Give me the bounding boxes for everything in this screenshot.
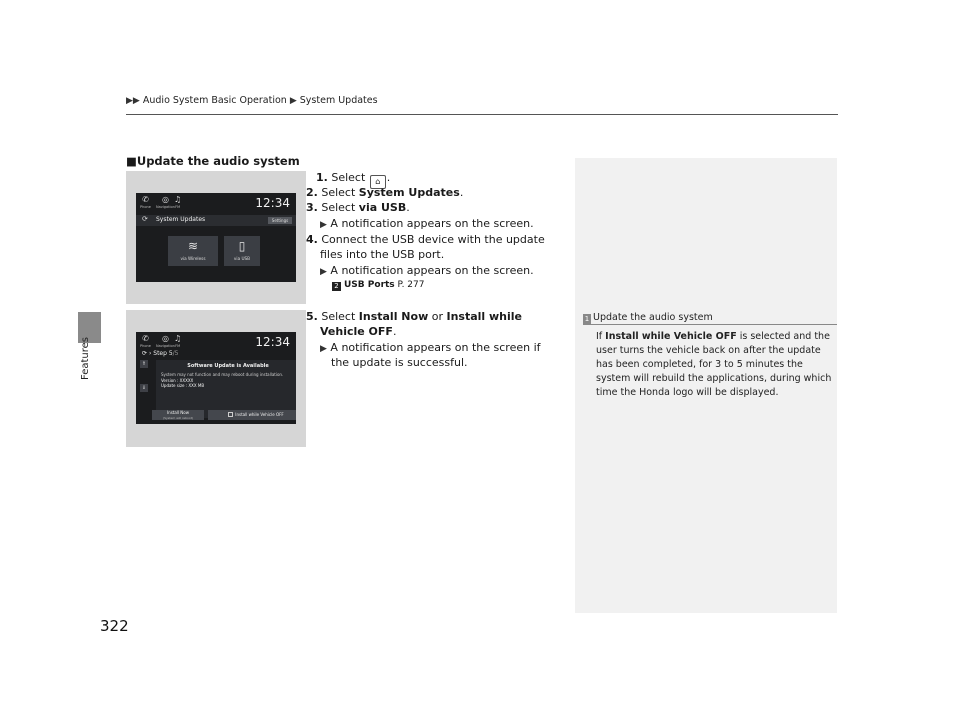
step-4-result <box>320 263 534 280</box>
step-2-post: . <box>459 186 464 199</box>
step-2-num: 2. <box>306 186 318 199</box>
step-indicator <box>142 350 179 357</box>
version-text: Version : XXXXX <box>161 377 194 383</box>
step-total: /5 <box>172 350 179 357</box>
step-4 <box>306 232 545 247</box>
chapter-label: Features <box>80 337 91 380</box>
usb-icon: ▯ <box>238 239 246 253</box>
refresh-icon-2[interactable]: ⟳ <box>142 350 148 357</box>
step-5 <box>306 309 522 324</box>
step-5-post: . <box>392 325 397 338</box>
result-arrow-icon-3: ▶ <box>320 344 327 354</box>
install-now-label: Install Now <box>166 410 190 415</box>
result-arrow-icon: ▶ <box>320 220 327 230</box>
xref-page: P. 277 <box>397 280 425 290</box>
home-icon: ⌂ <box>370 175 386 189</box>
fm-icon-2: ♫ FM <box>174 334 182 348</box>
breadcrumb-separator: ▶ <box>289 96 297 106</box>
screen-topbar-2 <box>136 332 296 352</box>
note-heading-text: Update the audio system <box>593 312 713 323</box>
note-divider <box>583 324 837 325</box>
wifi-icon: ≋ <box>187 239 199 253</box>
step-1-post: . <box>386 171 391 184</box>
install-while-off-label: Install while Vehicle OFF <box>235 412 284 417</box>
screen-titlebar <box>136 215 296 226</box>
refresh-icon[interactable]: ⟳ <box>142 215 148 223</box>
step-label: Step 5 <box>153 350 173 357</box>
step-2-text: Select <box>321 186 359 199</box>
chevron-right-icon: › <box>148 350 154 357</box>
note-heading <box>583 312 713 324</box>
checkbox-icon <box>228 412 233 417</box>
via-wireless-tile[interactable] <box>168 236 218 266</box>
breadcrumb <box>126 95 378 106</box>
screen-title: System Updates <box>156 216 206 223</box>
xref-label: USB Ports <box>344 280 395 290</box>
result-arrow-icon-2: ▶ <box>320 267 327 277</box>
step-1-num: 1. <box>316 171 328 184</box>
cross-reference-icon: 2 <box>332 282 341 291</box>
step-2-bold: System Updates <box>358 186 460 199</box>
dialog-title: Software Update is Available <box>187 363 269 369</box>
screenshot-panel-1 <box>126 171 306 304</box>
step-3-post: . <box>406 201 410 214</box>
step-4-num: 4. <box>306 233 318 246</box>
step-3-bold: via USB <box>358 201 407 214</box>
step-3-result <box>320 216 534 233</box>
note-body-pre: If <box>596 331 606 342</box>
step-5-result-text-2: the update is successful. <box>331 356 468 369</box>
down-arrow-icon[interactable]: ⇓ <box>141 385 147 391</box>
step-5-cont <box>320 324 396 339</box>
step-5-text: Select <box>321 310 359 323</box>
step-3-text: Select <box>321 201 359 214</box>
navigation-icon-2: ◎ Navigation <box>156 334 175 348</box>
navigation-icon: ◎ Navigation <box>156 195 175 209</box>
step-3 <box>306 200 410 215</box>
via-wireless-label: via Wireless <box>180 256 206 261</box>
step-5-bold2b: Vehicle OFF <box>320 325 393 338</box>
left-rail <box>140 360 150 418</box>
software-update-screen <box>136 332 296 424</box>
step-5-bold1: Install Now <box>358 310 429 323</box>
dialog-buttons <box>152 410 296 420</box>
step-4-cont <box>320 247 444 262</box>
breadcrumb-item-system-updates[interactable]: System Updates <box>299 95 378 106</box>
system-updates-screen <box>136 193 296 282</box>
step-2 <box>306 185 463 200</box>
settings-button[interactable]: Settings <box>268 217 292 224</box>
breadcrumb-arrows: ▶▶ <box>126 96 140 106</box>
section-heading: ■Update the audio system <box>126 154 300 168</box>
step-4-text-2: files into the USB port. <box>320 248 445 261</box>
phone-icon: ✆ Phone <box>140 195 151 209</box>
step-5-result-text-1: A notification appears on the screen if <box>330 341 541 354</box>
note-icon: 1 <box>584 315 590 323</box>
step-3-num: 3. <box>306 201 318 214</box>
screen-topbar <box>136 193 296 213</box>
step-5-mid: or <box>428 310 447 323</box>
install-now-sublabel: (System will reboot) <box>162 415 194 420</box>
via-usb-label: via USB <box>233 256 251 261</box>
update-size-text: Update size : XXX MB <box>161 383 205 389</box>
dialog-body <box>156 369 296 389</box>
page-number: 322 <box>100 617 129 635</box>
screen-clock-2: 12:34 <box>255 335 290 349</box>
step-5-num: 5. <box>306 310 318 323</box>
phone-icon-2: ✆ Phone <box>140 334 151 348</box>
step-5-bold2: Install while <box>446 310 523 323</box>
step-4-text-1: Connect the USB device with the update <box>321 233 545 246</box>
note-body <box>596 330 834 400</box>
step-3-result-text: A notification appears on the screen. <box>330 217 534 230</box>
fm-icon: ♫ FM <box>174 195 182 209</box>
step-1-text: Select <box>331 171 369 184</box>
via-usb-tile[interactable] <box>224 236 260 266</box>
note-body-post: is selected and the user turns the vehicle back on after the update has been completed, for 3 to 5 minutes the system will rebuild the applications, during which time the Honda logo will be displayed. <box>596 331 832 398</box>
step-4-result-text: A notification appears on the screen. <box>330 264 534 277</box>
dialog-message: System may not function and may reboot during installation. <box>161 372 284 377</box>
install-now-button[interactable] <box>152 410 204 420</box>
up-arrow-icon[interactable]: ⇑ <box>141 361 147 367</box>
header-divider <box>126 114 838 115</box>
screen-clock: 12:34 <box>255 196 290 210</box>
screenshot-panel-2 <box>126 310 306 447</box>
step-5-result-cont <box>331 355 468 370</box>
breadcrumb-item-audio-basic[interactable]: Audio System Basic Operation <box>142 95 287 106</box>
usb-ports-reference[interactable] <box>332 280 424 291</box>
install-while-off-button[interactable] <box>208 410 296 420</box>
note-body-bold: Install while Vehicle OFF <box>605 331 737 342</box>
